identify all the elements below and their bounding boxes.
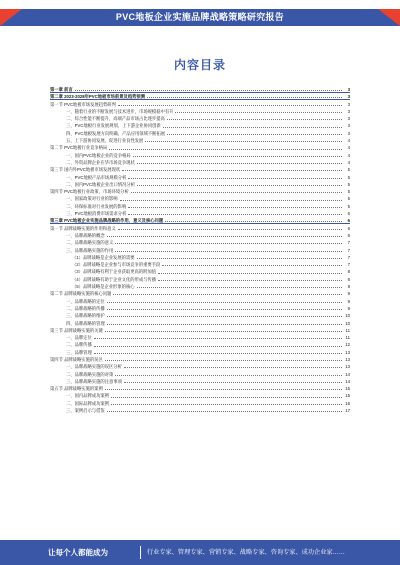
toc-entry-title: 二、品牌战略实施的意义 [66, 240, 114, 246]
toc-page-number: 4 [347, 145, 350, 151]
toc-page-number: 13 [345, 364, 350, 370]
toc-dot-leader [137, 163, 342, 164]
toc-entry-title: 二、外资品牌企业在华市场竞争现状 [66, 159, 135, 165]
toc-dot-leader [107, 309, 342, 310]
toc-entry[interactable] [50, 181, 350, 188]
page-title: 内容目录 [173, 58, 226, 72]
toc-entry[interactable] [50, 298, 350, 305]
toc-dot-leader [105, 331, 342, 332]
toc-entry-title: 四、PVC地板发展方向明确，产品应用领域不断拓展 [66, 130, 166, 136]
toc-entry[interactable] [50, 283, 350, 290]
toc-page-number: 3 [347, 123, 350, 129]
toc-entry-title: 一、品牌定位 [66, 335, 92, 341]
toc-entry-title: 一、品牌战略的概念 [66, 232, 105, 238]
toc-entry-title: 一、PVC地板产品市场规模分析 [66, 174, 127, 180]
toc-entry[interactable] [50, 378, 350, 385]
toc-dot-leader [113, 294, 342, 295]
toc-page-number: 5 [347, 181, 350, 187]
toc-entry-title: 第二节 品牌战略实施的核心问题 [50, 291, 112, 297]
toc-page-number: 5 [347, 196, 350, 202]
toc-entry-title: 三、PVC地板消费市场需求分析 [66, 211, 127, 217]
toc-entry[interactable] [50, 341, 350, 348]
toc-entry[interactable] [50, 122, 350, 129]
toc-page-number: 11 [345, 327, 350, 333]
toc-entry[interactable] [50, 152, 350, 159]
toc-entry-title: （3）品牌战略有利于企业获取更高的附加值 [72, 269, 157, 275]
toc-entry[interactable] [50, 203, 350, 210]
toc-entry-title: 二、品牌战略实施的对策 [66, 371, 114, 377]
toc-entry[interactable] [50, 115, 350, 122]
toc-page-number: 10 [345, 320, 350, 326]
toc-dot-leader [128, 214, 342, 215]
toc-entry[interactable] [50, 305, 350, 312]
toc-entry-title: 三、PVC地板行业发展规划，上下游企业协同创新 [66, 123, 161, 129]
toc-dot-leader [115, 251, 342, 252]
toc-entry[interactable] [50, 261, 350, 268]
toc-entry-title: 二、环保标准对行业发展的影响 [66, 203, 127, 209]
toc-entry-title: 一、国内PVC地板企业的竞争格局 [66, 152, 131, 158]
toc-entry[interactable] [50, 290, 350, 297]
toc-page-number: 5 [347, 174, 350, 180]
table-of-contents [50, 86, 350, 414]
toc-entry-title: 一、品牌战略的定位 [66, 298, 105, 304]
toc-entry[interactable] [50, 108, 350, 115]
toc-entry[interactable] [50, 268, 350, 275]
report-header [0, 0, 400, 34]
toc-page-number: 6 [347, 232, 350, 238]
toc-dot-leader [118, 105, 342, 106]
toc-entry[interactable] [50, 101, 350, 108]
toc-entry-title: 第二节 PVC地板行业竞争格局 [50, 145, 108, 151]
toc-entry-title: （2）品牌战略是企业参与市场竞争的重要手段 [72, 262, 161, 268]
toc-dot-leader [162, 265, 342, 266]
toc-entry[interactable] [50, 195, 350, 202]
toc-entry[interactable] [50, 363, 350, 370]
toc-entry[interactable] [50, 239, 350, 246]
footer-divider [140, 546, 141, 559]
toc-dot-leader [124, 367, 342, 368]
toc-entry[interactable] [50, 144, 350, 151]
toc-entry-title: 二、国内PVC地板企业出口情况分析 [66, 181, 135, 187]
toc-dot-leader [107, 324, 342, 325]
toc-page-number: 8 [347, 276, 350, 282]
toc-dot-leader [107, 302, 342, 303]
toc-dot-leader [124, 382, 342, 383]
toc-dot-leader [94, 338, 342, 339]
toc-entry[interactable] [50, 137, 350, 144]
toc-page-number: 3 [347, 87, 350, 92]
toc-dot-leader [105, 389, 342, 390]
toc-entry[interactable] [50, 159, 350, 166]
toc-entry[interactable] [50, 232, 350, 239]
toc-entry[interactable] [50, 407, 350, 414]
toc-dot-leader [120, 200, 342, 201]
toc-page-number: 6 [347, 225, 350, 231]
toc-entry-title: 一、随着行业的不断发展与技术进步，市场规模稳中有升 [66, 108, 174, 114]
toc-entry-title: 二、国际品牌成功案例 [66, 400, 109, 406]
toc-dot-leader [158, 273, 342, 274]
toc-page-number: 13 [345, 349, 350, 355]
toc-page-number: 5 [347, 203, 350, 209]
toc-entry-title: 三、品牌战略的维护 [66, 313, 105, 319]
toc-page-number: 13 [345, 356, 350, 362]
toc-dot-leader [94, 346, 342, 347]
toc-page-number: 16 [345, 400, 350, 406]
toc-page-number: 14 [345, 371, 350, 377]
toc-page-number: 3 [347, 116, 350, 122]
toc-entry-title: 第三章 PVC地板企业实施品牌战略的作用、意义及核心问题 [50, 218, 164, 224]
toc-page-number: 4 [347, 138, 350, 144]
toc-entry[interactable] [50, 334, 350, 341]
toc-entry-title: 一、国内品牌成功案例 [66, 393, 109, 399]
toc-dot-leader [167, 119, 342, 120]
toc-entry[interactable] [50, 356, 350, 363]
toc-entry-title: （5）品牌战略是企业形象的核心 [72, 284, 135, 290]
toc-page-number: 17 [345, 408, 350, 414]
footer-banner [0, 540, 400, 565]
toc-dot-leader [158, 280, 342, 281]
toc-page-number: 7 [347, 254, 350, 260]
toc-dot-leader [94, 353, 342, 354]
toc-page-number: 9 [347, 305, 350, 311]
toc-dot-leader [128, 178, 342, 179]
toc-entry-title: 第一节 品牌战略实施的作用和意义 [50, 225, 116, 231]
toc-entry-title: 五、上下游协同发展，促进行业良性发展 [66, 138, 144, 144]
toc-entry[interactable] [50, 385, 350, 392]
toc-page-number: 3 [347, 101, 350, 107]
toc-entry-title: 第五节 品牌战略实施的案例 [50, 386, 103, 392]
toc-entry-title: 第三节 国内外PVC地板市场发展现状 [50, 167, 121, 173]
toc-dot-leader [115, 375, 342, 376]
toc-entry-title: 二、品牌传播 [66, 342, 92, 348]
footer-lead-text: 让每个人都能成为 [48, 548, 108, 557]
toc-page-number: 8 [347, 269, 350, 275]
toc-entry[interactable] [50, 166, 350, 173]
toc-dot-leader [137, 287, 342, 288]
toc-page-number: 9 [347, 291, 350, 297]
toc-dot-leader [131, 192, 342, 193]
toc-entry-title: （1）品牌战略是企业发展的需要 [72, 254, 135, 260]
toc-page-number: 6 [347, 211, 350, 217]
toc-page-number: 6 [347, 218, 350, 224]
toc-dot-leader [137, 258, 342, 259]
toc-entry[interactable] [50, 276, 350, 283]
toc-dot-leader [111, 404, 342, 405]
toc-entry-title: 第一章 前言 [50, 87, 73, 92]
toc-page-number: 7 [347, 262, 350, 268]
toc-entry-title: 三、品牌管理 [66, 349, 92, 355]
toc-entry-title: 第四节 PVC地板行业政策、市场环境分析 [50, 189, 129, 195]
toc-entry-title: 三、案例启示与借鉴 [66, 408, 105, 414]
toc-page-number: 12 [345, 342, 350, 348]
toc-entry[interactable] [50, 225, 350, 232]
toc-dot-leader [122, 170, 342, 171]
toc-entry-title: 三、品牌战略实施的作用 [66, 247, 114, 253]
toc-entry-title: 第三节 品牌战略实施的关键 [50, 327, 103, 333]
toc-entry[interactable] [50, 188, 350, 195]
toc-page-number: 5 [347, 189, 350, 195]
toc-dot-leader [111, 397, 342, 398]
toc-entry-title: 四、品牌战略的管理 [66, 320, 105, 326]
toc-entry[interactable] [50, 349, 350, 356]
toc-page-number: 8 [347, 284, 350, 290]
toc-dot-leader [128, 207, 342, 208]
toc-entry[interactable] [50, 174, 350, 181]
footer-slogan-text: 行业专家、管理专家、营销专家、战略专家、咨询专家、成功企业家…… [147, 549, 345, 556]
toc-page-number: 4 [347, 152, 350, 158]
toc-entry[interactable] [50, 400, 350, 407]
toc-dot-leader [133, 156, 342, 157]
toc-page-number: 11 [345, 335, 350, 341]
toc-entry-title: 一、品牌战略实施的误区分析 [66, 364, 122, 370]
toc-dot-leader [107, 411, 342, 412]
toc-dot-leader [163, 127, 342, 128]
toc-entry-title: 二、品牌战略的传播 [66, 305, 105, 311]
toc-dot-leader [145, 141, 342, 142]
toc-page-number: 3 [347, 130, 350, 136]
report-title: PVC地板企业实施品牌战略策略研究报告 [115, 12, 285, 22]
toc-entry[interactable] [50, 247, 350, 254]
toc-dot-leader [175, 112, 342, 113]
toc-dot-leader [107, 316, 342, 317]
toc-entry-title: 第二章 2023-2028年PVC地板市场前景及趋势预测 [50, 94, 146, 100]
toc-dot-leader [118, 229, 342, 230]
toc-entry-title: 第一节 PVC地板市场发展趋势研判 [50, 101, 116, 107]
toc-entry[interactable] [50, 371, 350, 378]
toc-entry[interactable] [50, 217, 350, 224]
toc-entry[interactable] [50, 130, 350, 137]
toc-entry[interactable] [50, 86, 350, 93]
toc-dot-leader [105, 360, 342, 361]
toc-page-number: 4 [347, 159, 350, 165]
toc-entry[interactable] [50, 254, 350, 261]
toc-page-number: 3 [347, 108, 350, 114]
toc-entry[interactable] [50, 93, 350, 100]
toc-dot-leader [109, 149, 342, 150]
toc-page-number: 9 [347, 298, 350, 304]
toc-page-number: 7 [347, 247, 350, 253]
toc-entry[interactable] [50, 312, 350, 319]
toc-page-number: 15 [345, 386, 350, 392]
toc-page-number: 15 [345, 393, 350, 399]
toc-entry[interactable] [50, 320, 350, 327]
toc-dot-leader [115, 243, 342, 244]
toc-entry-title: 三、品牌战略实施的注意事项 [66, 378, 122, 384]
toc-page-number: 5 [347, 167, 350, 173]
toc-entry[interactable] [50, 327, 350, 334]
toc-entry-title: 二、综合性能不断提升，高端产品市场占比逐步提高 [66, 116, 165, 122]
toc-page-number: 10 [345, 313, 350, 319]
toc-page-number: 14 [345, 378, 350, 384]
toc-entry-title: （4）品牌战略有助于企业文化的形成与传播 [72, 276, 157, 282]
toc-page-number: 7 [347, 240, 350, 246]
toc-dot-leader [167, 134, 342, 135]
toc-entry-title: 一、国家政策对行业的影响 [66, 196, 118, 202]
toc-dot-leader [107, 236, 342, 237]
toc-page-number: 3 [347, 94, 350, 100]
toc-entry[interactable] [50, 392, 350, 399]
toc-dot-leader [137, 185, 342, 186]
toc-entry-title: 第四节 品牌战略实施的误区 [50, 356, 103, 362]
toc-entry[interactable] [50, 210, 350, 217]
